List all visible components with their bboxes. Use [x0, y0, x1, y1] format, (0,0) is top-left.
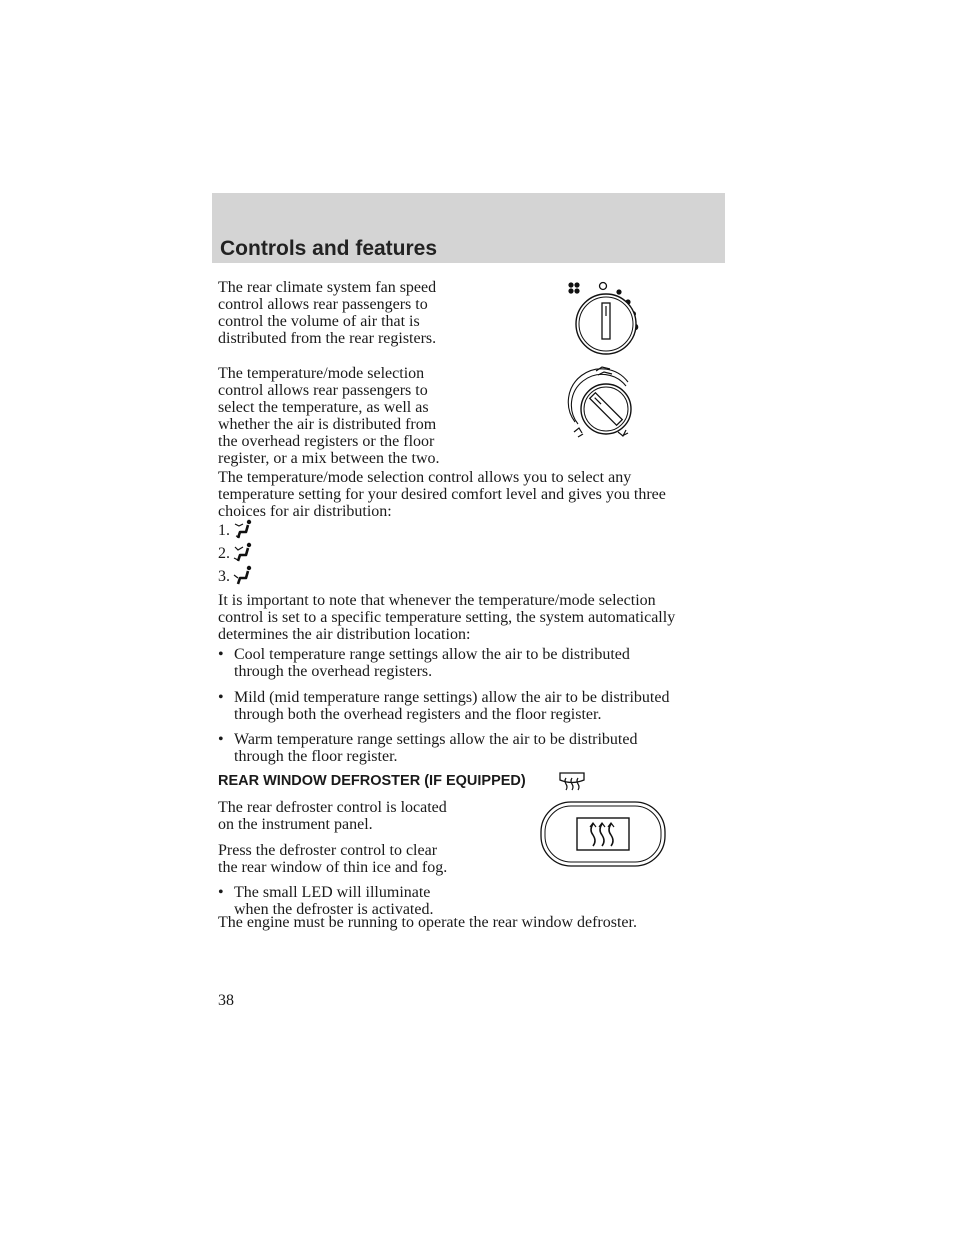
- defroster-location-paragraph: The rear defroster control is located on the instrument panel.: [218, 799, 447, 833]
- rear-defrost-button-icon: [539, 800, 667, 868]
- defroster-press-paragraph: Press the defroster control to clear the rear window of thin ice and fog.: [218, 842, 448, 876]
- bullet-warm-text: Warm temperature range settings allow the air to be distributed through the floor register.: [234, 731, 638, 765]
- distribution-intro-paragraph: The temperature/mode selection control allows you to select any temperature setting for your desired comfort level and gives you three choices for air distribution:: [218, 469, 666, 520]
- bullet-cool-text: Cool temperature range settings allow the air to be distributed through the overhead registers.: [234, 646, 630, 680]
- section-header-band: [212, 193, 725, 263]
- defroster-heading-text: REAR WINDOW DEFROSTER (IF EQUIPPED): [218, 773, 526, 789]
- defroster-engine-note: The engine must be running to operate the rear window defroster.: [218, 914, 637, 931]
- bullet-symbol: •: [218, 646, 224, 663]
- page-number: 38: [218, 992, 234, 1009]
- choice-number: 2.: [218, 545, 230, 562]
- bullet-symbol: •: [218, 884, 224, 901]
- rear-defrost-icon: [557, 770, 587, 792]
- section-title: Controls and features: [220, 237, 438, 260]
- choice-number: 1.: [218, 522, 230, 539]
- temperature-mode-knob-icon: [566, 362, 646, 446]
- bullet-symbol: •: [218, 731, 224, 748]
- temperature-mode-paragraph: The temperature/mode selection control allows rear passengers to select the temperature, as well as whether the air is distributed from the overhead registers or the floor register, or a mix between the two.: [218, 365, 440, 467]
- defroster-heading: [218, 773, 526, 789]
- bullet-mild-text: Mild (mid temperature range settings) allow the air to be distributed through both the overhead registers and the floor register.: [234, 689, 670, 723]
- floor-airflow-icon: [233, 518, 255, 540]
- overhead-airflow-icon: [233, 564, 255, 586]
- fan-speed-knob-icon: [558, 276, 648, 356]
- overhead-and-floor-airflow-icon: [233, 541, 255, 563]
- defroster-led-text: The small LED will illuminate when the defroster is activated.: [234, 884, 434, 918]
- bullet-symbol: •: [218, 689, 224, 706]
- fan-speed-paragraph: The rear climate system fan speed control allows rear passengers to control the volume of air that is distributed from the rear registers.: [218, 279, 437, 347]
- note-paragraph: It is important to note that whenever the temperature/mode selection control is set to a specific temperature setting, the system automatically determines the air distribution location:: [218, 592, 676, 643]
- choice-number: 3.: [218, 568, 230, 585]
